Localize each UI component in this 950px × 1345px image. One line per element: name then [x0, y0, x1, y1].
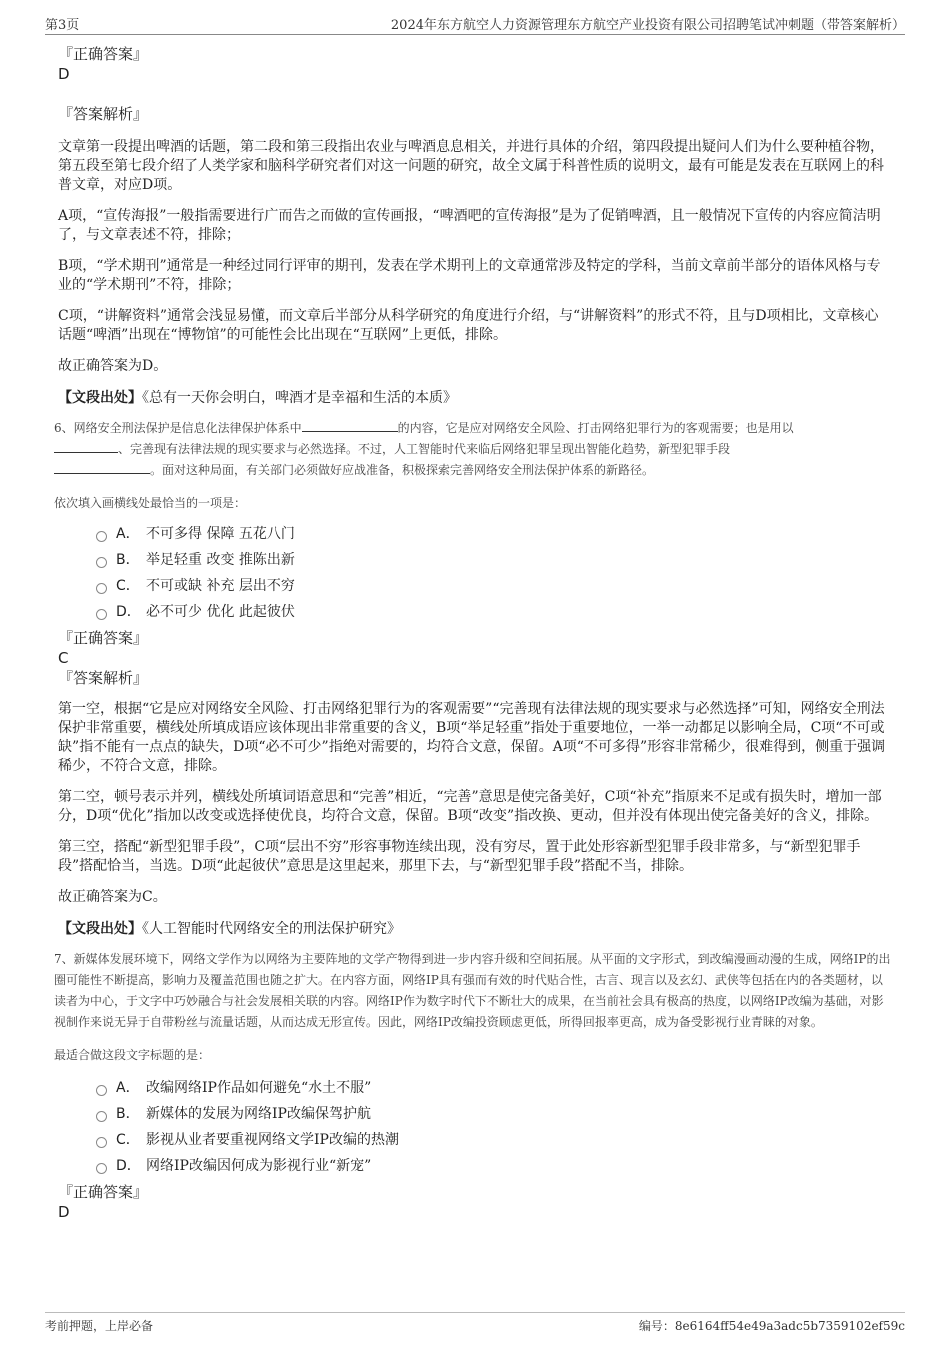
- radio-icon[interactable]: [96, 583, 107, 594]
- option-key: B．: [116, 1106, 140, 1122]
- q6-analysis-paragraph: 第三空，搭配“新型犯罪手段”，C项“层出不穷”形容事物连续出现，没有穷尽，置于此处形容新型犯罪手段非常多，与“新型犯罪手段”搭配恰当，当选。D项“此起彼伏”意思是这里起来，那里下去，与“新型犯罪手段”搭配不当，排除。: [58, 839, 861, 874]
- radio-icon[interactable]: [96, 1085, 107, 1096]
- q5-analysis-paragraph: B项，“学术期刊”通常是一种经过同行评审的期刊，发表在学术期刊上的文章通常涉及特定的学科，当前文章前半部分的语体风格与专业的“学术期刊”不符，排除；: [58, 258, 881, 293]
- q6-option-d[interactable]: [58, 602, 892, 628]
- source-title: 《人工智能时代网络安全的刑法保护研究》: [142, 921, 401, 937]
- radio-icon[interactable]: [96, 609, 107, 620]
- footer-serial: 编号：8e6164ff54e49a3adc5b7359102ef59c: [638, 1319, 905, 1333]
- q6-stem-part: 、完善现有法律法规的现实要求与必然选择。不过，人工智能时代来临后网络犯罪呈现出智能化趋势，新型犯罪手段: [118, 442, 731, 456]
- q5-answer: D: [58, 65, 70, 83]
- q6-option-b[interactable]: [58, 550, 892, 576]
- q6-stem-part: 的内容，它是应对网络安全风险、打击网络犯罪行为的客观需要；也是用以: [397, 421, 794, 435]
- radio-icon[interactable]: [96, 1163, 107, 1174]
- option-key: B．: [116, 552, 140, 568]
- option-key: C．: [116, 578, 140, 594]
- q6-question: 依次填入画横线处最恰当的一项是：: [54, 496, 247, 510]
- option-key: D．: [116, 604, 141, 620]
- option-key: C．: [116, 1132, 140, 1148]
- q5-analysis-paragraph: 故正确答案为D。: [58, 358, 168, 374]
- option-key: A．: [116, 526, 140, 542]
- option-text: 不可或缺 补充 层出不穷: [146, 578, 295, 594]
- q6-analysis-paragraph: 第二空，顿号表示并列，横线处所填词语意思和“完善”相近，“完善”意思是使完备美好，C项“补充”指原来不足或有损失时，增加一部分，D项“优化”指加以改变或选择使优良，均符合文意，保留。B项“改变”指改换、更动，但并没有体现出使完备美好的含义，排除。: [58, 789, 882, 824]
- blank-line: [54, 439, 118, 453]
- q5-answer-label: 『正确答案』: [58, 45, 149, 63]
- q7-answer-label: 『正确答案』: [58, 1183, 149, 1201]
- q7-option-d[interactable]: [58, 1156, 892, 1182]
- footer-slogan: 考前押题，上岸必备: [45, 1319, 154, 1333]
- radio-icon[interactable]: [96, 531, 107, 542]
- q7-question: 最适合做这段文字标题的是：: [54, 1048, 211, 1062]
- q5-source: [58, 388, 892, 408]
- main-content: [54, 44, 892, 1222]
- q6-analysis-paragraph: 第一空，根据“它是应对网络安全风险、打击网络犯罪行为的客观需要”“完善现有法律法规的现实要求与必然选择”可知，网络安全刑法保护非常重要，横线处所填成语应该体现出非常重要的含义，B项“举足轻重”指处于重要地位，一举一动都足以影响全局，C项“不可或缺”指不能有一点点的缺失，D项“必不可少”指绝对需要的，均符合文意，保留。A项“不可多得”形容非常稀少，很难得到，侧重于强调稀少，不符合文意，排除。: [58, 701, 886, 774]
- option-key: A．: [116, 1080, 140, 1096]
- q6-option-a[interactable]: [58, 524, 892, 550]
- q7-option-a[interactable]: [58, 1078, 892, 1104]
- source-tag: 【文段出处】: [58, 921, 142, 937]
- q7-answer: D: [58, 1203, 70, 1221]
- q6-stem: [54, 418, 892, 481]
- option-text: 影视从业者要重视网络文学IP改编的热潮: [146, 1132, 399, 1148]
- q5-analysis-paragraph: A项，“宣传海报”一般指需要进行广而告之而做的宣传画报，“啤酒吧的宣传海报”是为了促销啤酒，且一般情况下宣传的内容应简洁明了，与文章表述不符，排除；: [58, 208, 881, 243]
- q6-option-c[interactable]: [58, 576, 892, 602]
- q6-source: [58, 919, 892, 939]
- q7-stem: 7、新媒体发展环境下，网络文学作为以网络为主要阵地的文学产物得到进一步内容升级和空间拓展。从平面的文字形式，到改编漫画动漫的生成，网络IP的出圈可能性不断提高，影响力及覆盖范围也随之扩大。在内容方面，网络IP具有强而有效的时代贴合性，古言、现言以及玄幻、武侠等包括在内的各类题材，以读者为中心，于文字中巧妙融合与社会发展相关联的内容。网络IP作为数字时代下不断壮大的成果，在当前社会具有极高的热度，以网络IP改编为基础，对影视制作来说无异于自带粉丝与流量话题，从而达成无形宣传。因此，网络IP改编投资顾虑更低，所得回报率更高，成为备受影视行业青睐的对象。: [54, 952, 891, 1029]
- source-title: 《总有一天你会明白，啤酒才是幸福和生活的本质》: [142, 390, 457, 406]
- radio-icon[interactable]: [96, 1111, 107, 1122]
- option-text: 举足轻重 改变 推陈出新: [146, 552, 295, 568]
- q6-stem-part: 6、网络安全刑法保护是信息化法律保护体系中: [54, 421, 302, 435]
- source-tag: 【文段出处】: [58, 390, 142, 406]
- blank-line: [302, 418, 398, 432]
- q6-analysis-paragraph: 故正确答案为C。: [58, 889, 167, 905]
- q6-answer-label: 『正确答案』: [58, 629, 149, 647]
- page-header: [45, 12, 905, 35]
- q6-answer: C: [58, 649, 69, 667]
- q5-analysis-paragraph: C项，“讲解资料”通常会浅显易懂，而文章后半部分从科学研究的角度进行介绍，与“讲解资料”的形式不符，且与D项相比，文章核心话题“啤酒”出现在“博物馆”的可能性会比出现在“互联网”上更低，排除。: [58, 308, 879, 343]
- q7-option-b[interactable]: [58, 1104, 892, 1130]
- option-key: D．: [116, 1158, 141, 1174]
- option-text: 必不可少 优化 此起彼伏: [146, 604, 295, 620]
- radio-icon[interactable]: [96, 557, 107, 568]
- document-title: 2024年东方航空人力资源管理东方航空产业投资有限公司招聘笔试冲刺题（带答案解析）: [390, 18, 905, 33]
- q5-analysis-paragraph: 文章第一段提出啤酒的话题，第二段和第三段指出农业与啤酒息息相关，并进行具体的介绍，第四段提出疑问人们为什么要种植谷物，第五段至第七段介绍了人类学家和脑科学研究者们对这一问题的研究，故全文属于科普性质的说明文，最有可能是发表在互联网上的科普文章，对应D项。: [58, 139, 884, 193]
- q7-option-c[interactable]: [58, 1130, 892, 1156]
- radio-icon[interactable]: [96, 1137, 107, 1148]
- page-number: 第3页: [45, 18, 80, 33]
- option-text: 改编网络IP作品如何避免“水土不服”: [146, 1080, 372, 1096]
- option-text: 网络IP改编因何成为影视行业“新宠”: [146, 1158, 372, 1174]
- q5-analysis-label: 『答案解析』: [58, 105, 149, 123]
- option-text: 不可多得 保障 五花八门: [146, 526, 295, 542]
- q6-stem-part: 。面对这种局面，有关部门必须做好应战准备，积极探索完善网络安全刑法保护体系的新路径。: [150, 463, 655, 477]
- page-footer: [45, 1312, 905, 1337]
- q6-analysis-label: 『答案解析』: [58, 669, 149, 687]
- option-text: 新媒体的发展为网络IP改编保驾护航: [146, 1106, 371, 1122]
- blank-line: [54, 460, 150, 474]
- q6-options: [58, 524, 892, 628]
- q7-options: [58, 1078, 892, 1182]
